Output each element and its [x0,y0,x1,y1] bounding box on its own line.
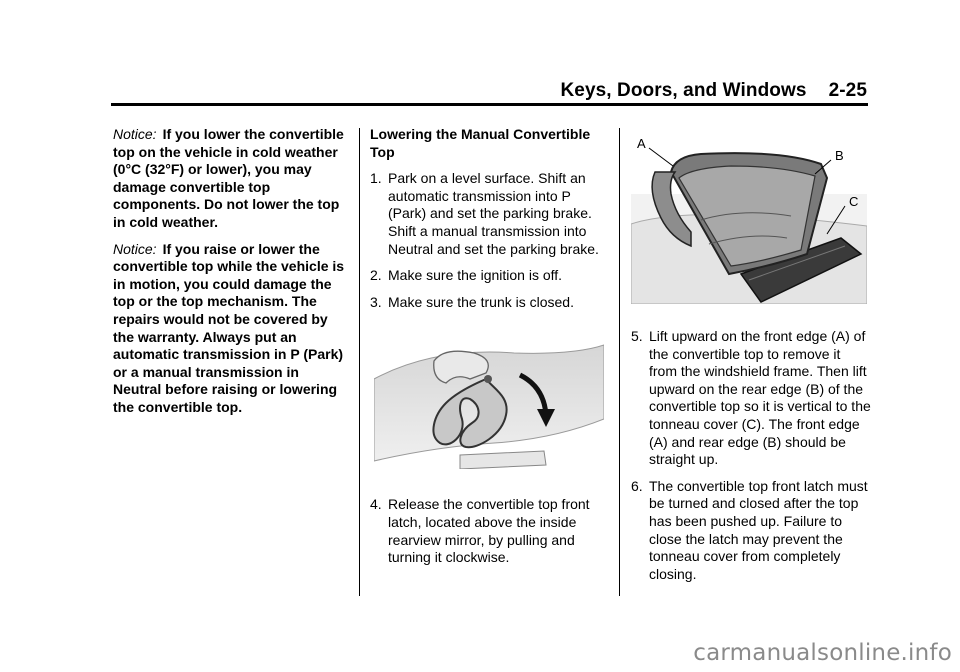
latch-pivot [484,375,492,383]
list-item [370,170,610,258]
step-number: 3. [370,293,382,310]
step-text: Make sure the trunk is closed. [388,293,574,310]
notice-text: If you raise or lower the convertible top while the vehicle is in motion, you could damage the top or the top mechanism. The repairs would not be covered by the warranty. Always put an automatic transmission in P (Park) or a manual transmission in Neutral before raising or lowering the convertible top. [113,240,345,415]
step-number: 5. [631,328,643,344]
column-divider-2 [619,128,620,596]
header-rule [111,103,868,106]
section-title: Keys, Doors, and Windows [560,80,807,101]
latch-illustration [374,339,604,469]
column-1 [113,126,348,426]
step-number: 1. [370,170,382,187]
step-text: The convertible top front latch must be turned and closed after the top has been pushed up. Failure to close the latch may prevent the tonneau cover from completely closing. [649,477,868,582]
callout-label-c: C [849,194,859,209]
callout-line-a [649,148,673,166]
callout-label-a: A [637,136,646,151]
step-text: Park on a level surface. Shift an automatic transmission into P (Park) and set the parking brake. Shift a manual transmission into Neutral and set the parking brake. [388,170,599,257]
steps-list-continued [370,496,610,566]
step-text: Make sure the ignition is off. [388,267,563,284]
step-text: Release the convertible top front latch, located above the inside rearview mirror, by pulling and turning it clockwise. [388,496,590,566]
notice-label: Notice: [113,240,157,257]
steps-list-final [631,328,871,583]
list-item [631,328,871,469]
list-item [370,294,610,312]
page-header [560,80,867,102]
list-item [370,267,610,285]
watermark: carmanualsonline.info [693,640,952,666]
step-number: 6. [631,477,643,494]
steps-list [370,170,610,311]
notice-cold-weather [113,126,348,232]
list-item [370,496,610,566]
column-3 [631,126,871,592]
column-divider-1 [359,128,360,596]
convertible-top-illustration [631,134,867,304]
column-2 [370,126,610,576]
step-number: 4. [370,496,382,513]
notice-text: If you lower the convertible top on the vehicle in cold weather (0°C (32°F) or lower), you may damage convertible top components. Do not lower the top in cold weather. [113,126,344,230]
step-text: Lift upward on the front edge (A) of the convertible top to remove it from the windshield frame. Then lift upward on the rear edge (B) of the convertible top so it is vertical to the tonneau cover (C). The front edge (A) and rear edge (B) should be straight up. [649,328,871,468]
list-item [631,478,871,584]
section-heading: Lowering the Manual Convertible Top [370,126,591,160]
page-number: 2-25 [828,80,867,101]
callout-label-b: B [835,148,844,163]
notice-vehicle-motion [113,241,348,417]
step-number: 2. [370,267,382,284]
notice-label: Notice: [113,126,157,142]
